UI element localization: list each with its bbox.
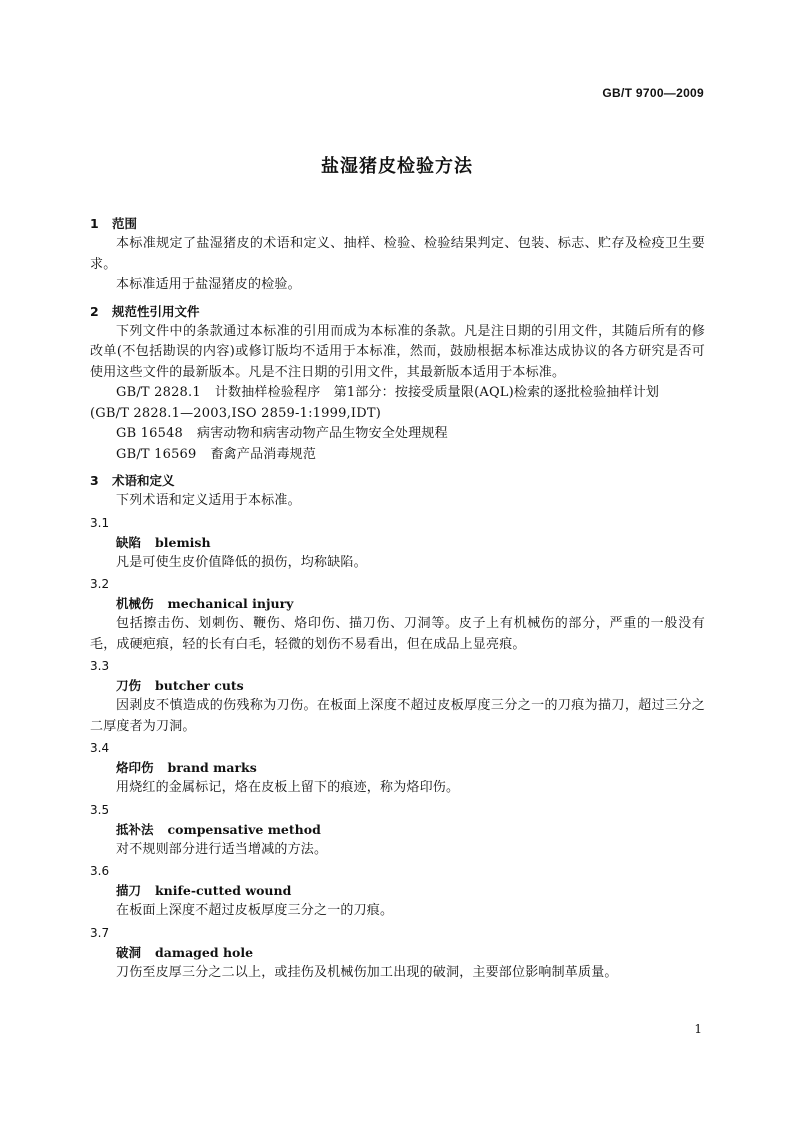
term-definition: 用烧红的金属标记，烙在皮板上留下的痕迹，称为烙印伤。 bbox=[116, 780, 460, 795]
section-number: 2 bbox=[90, 303, 99, 319]
paragraph: 本标准适用于盐湿猪皮的检验。 bbox=[116, 277, 301, 292]
term-number: 3.7 bbox=[90, 925, 110, 940]
standard-code: GB/T 9700—2009 bbox=[602, 86, 704, 100]
reference-code: GB/T 16569 bbox=[116, 446, 197, 462]
term-number: 3.3 bbox=[90, 659, 110, 673]
term-name bbox=[90, 676, 705, 696]
section-number: 1 bbox=[90, 216, 99, 231]
term-definition: 刀伤至皮厚三分之二以上，或挂伤及机械伤加工出现的破洞，主要部位影响制革质量。 bbox=[116, 964, 618, 980]
reference-code: GB/T 2828.1 bbox=[116, 385, 201, 400]
term-english: blemish bbox=[155, 534, 211, 550]
section-heading-scope bbox=[90, 214, 705, 234]
term-chinese: 缺陷 bbox=[116, 534, 142, 550]
paragraph: 本标准规定了盐湿猪皮的术语和定义、抽样、检验、检验结果判定、包装、标志、贮存及检疫卫生要求。 bbox=[90, 236, 705, 272]
term-english: damaged hole bbox=[155, 944, 254, 960]
section-title: 术语和定义 bbox=[112, 473, 175, 488]
paragraph: 下列文件中的条款通过本标准的引用而成为本标准的条款。凡是注日期的引用文件，其随后所有的修改单(不包括勘误的内容)或修订版均不适用于本标准，然而，鼓励根据本标准达成协议的各方研究是否可使用这些文件的最新版本。凡是不注日期的引用文件，其最新版本适用于本标准。 bbox=[90, 323, 705, 380]
section-heading-terms bbox=[90, 471, 705, 491]
term-number: 3.2 bbox=[90, 577, 110, 591]
term-name bbox=[90, 881, 705, 901]
term-definition: 因剥皮不慎造成的伤残称为刀伤。在板面上深度不超过皮板厚度三分之一的刀痕为描刀，超过三分之二厚度者为刀洞。 bbox=[90, 698, 705, 734]
reference-continuation: (GB/T 2828.1—2003,ISO 2859-1:1999,IDT) bbox=[90, 405, 381, 421]
paragraph: 下列术语和定义适用于本标准。 bbox=[116, 493, 301, 508]
term-number: 3.6 bbox=[90, 864, 110, 878]
term-chinese: 描刀 bbox=[116, 883, 142, 898]
term-number: 3.4 bbox=[90, 741, 110, 755]
reference-item bbox=[90, 445, 705, 466]
term-name bbox=[90, 758, 705, 778]
term-definition: 在板面上深度不超过皮板厚度三分之一的刀痕。 bbox=[116, 903, 394, 918]
term-english: brand marks bbox=[167, 760, 257, 775]
term-definition: 凡是可使生皮价值降低的损伤，均称缺陷。 bbox=[116, 554, 367, 570]
reference-title: 病害动物和病害动物产品生物安全处理规程 bbox=[197, 426, 448, 441]
section-heading-normative bbox=[90, 302, 705, 322]
reference-title: 畜禽产品消毒规范 bbox=[210, 446, 317, 462]
term-english: knife-cutted wound bbox=[155, 883, 292, 898]
term-name bbox=[90, 533, 705, 553]
term-english: butcher cuts bbox=[155, 678, 244, 693]
reference-code: GB 16548 bbox=[116, 426, 184, 441]
reference-item bbox=[90, 424, 705, 445]
term-number: 3.1 bbox=[90, 515, 110, 530]
term-english: mechanical injury bbox=[167, 596, 294, 611]
section-number: 3 bbox=[90, 473, 99, 488]
term-name bbox=[90, 943, 705, 963]
section-title: 规范性引用文件 bbox=[112, 303, 200, 319]
term-chinese: 烙印伤 bbox=[116, 760, 154, 775]
section-title: 范围 bbox=[112, 216, 138, 231]
document-title: 盐湿猪皮检验方法 bbox=[321, 156, 473, 177]
term-chinese: 破洞 bbox=[116, 944, 142, 960]
page-number: 1 bbox=[694, 1022, 702, 1036]
term-definition: 对不规则部分进行适当增减的方法。 bbox=[116, 841, 328, 857]
document-body bbox=[90, 214, 705, 983]
term-english: compensative method bbox=[167, 821, 321, 837]
term-chinese: 刀伤 bbox=[116, 678, 142, 693]
term-name bbox=[90, 594, 705, 614]
reference-item bbox=[90, 383, 705, 404]
term-chinese: 抵补法 bbox=[116, 821, 154, 837]
term-name bbox=[90, 820, 705, 840]
reference-title: 计数抽样检验程序 第1部分：按接受质量限(AQL)检索的逐批检验抽样计划 bbox=[214, 385, 660, 400]
term-number: 3.5 bbox=[90, 802, 110, 817]
term-chinese: 机械伤 bbox=[116, 596, 154, 611]
term-definition: 包括擦击伤、划刺伤、鞭伤、烙印伤、描刀伤、刀洞等。皮子上有机械伤的部分，严重的一般没有毛，成硬疤痕，轻的长有白毛，轻微的划伤不易看出，但在成品上显亮痕。 bbox=[90, 616, 705, 652]
